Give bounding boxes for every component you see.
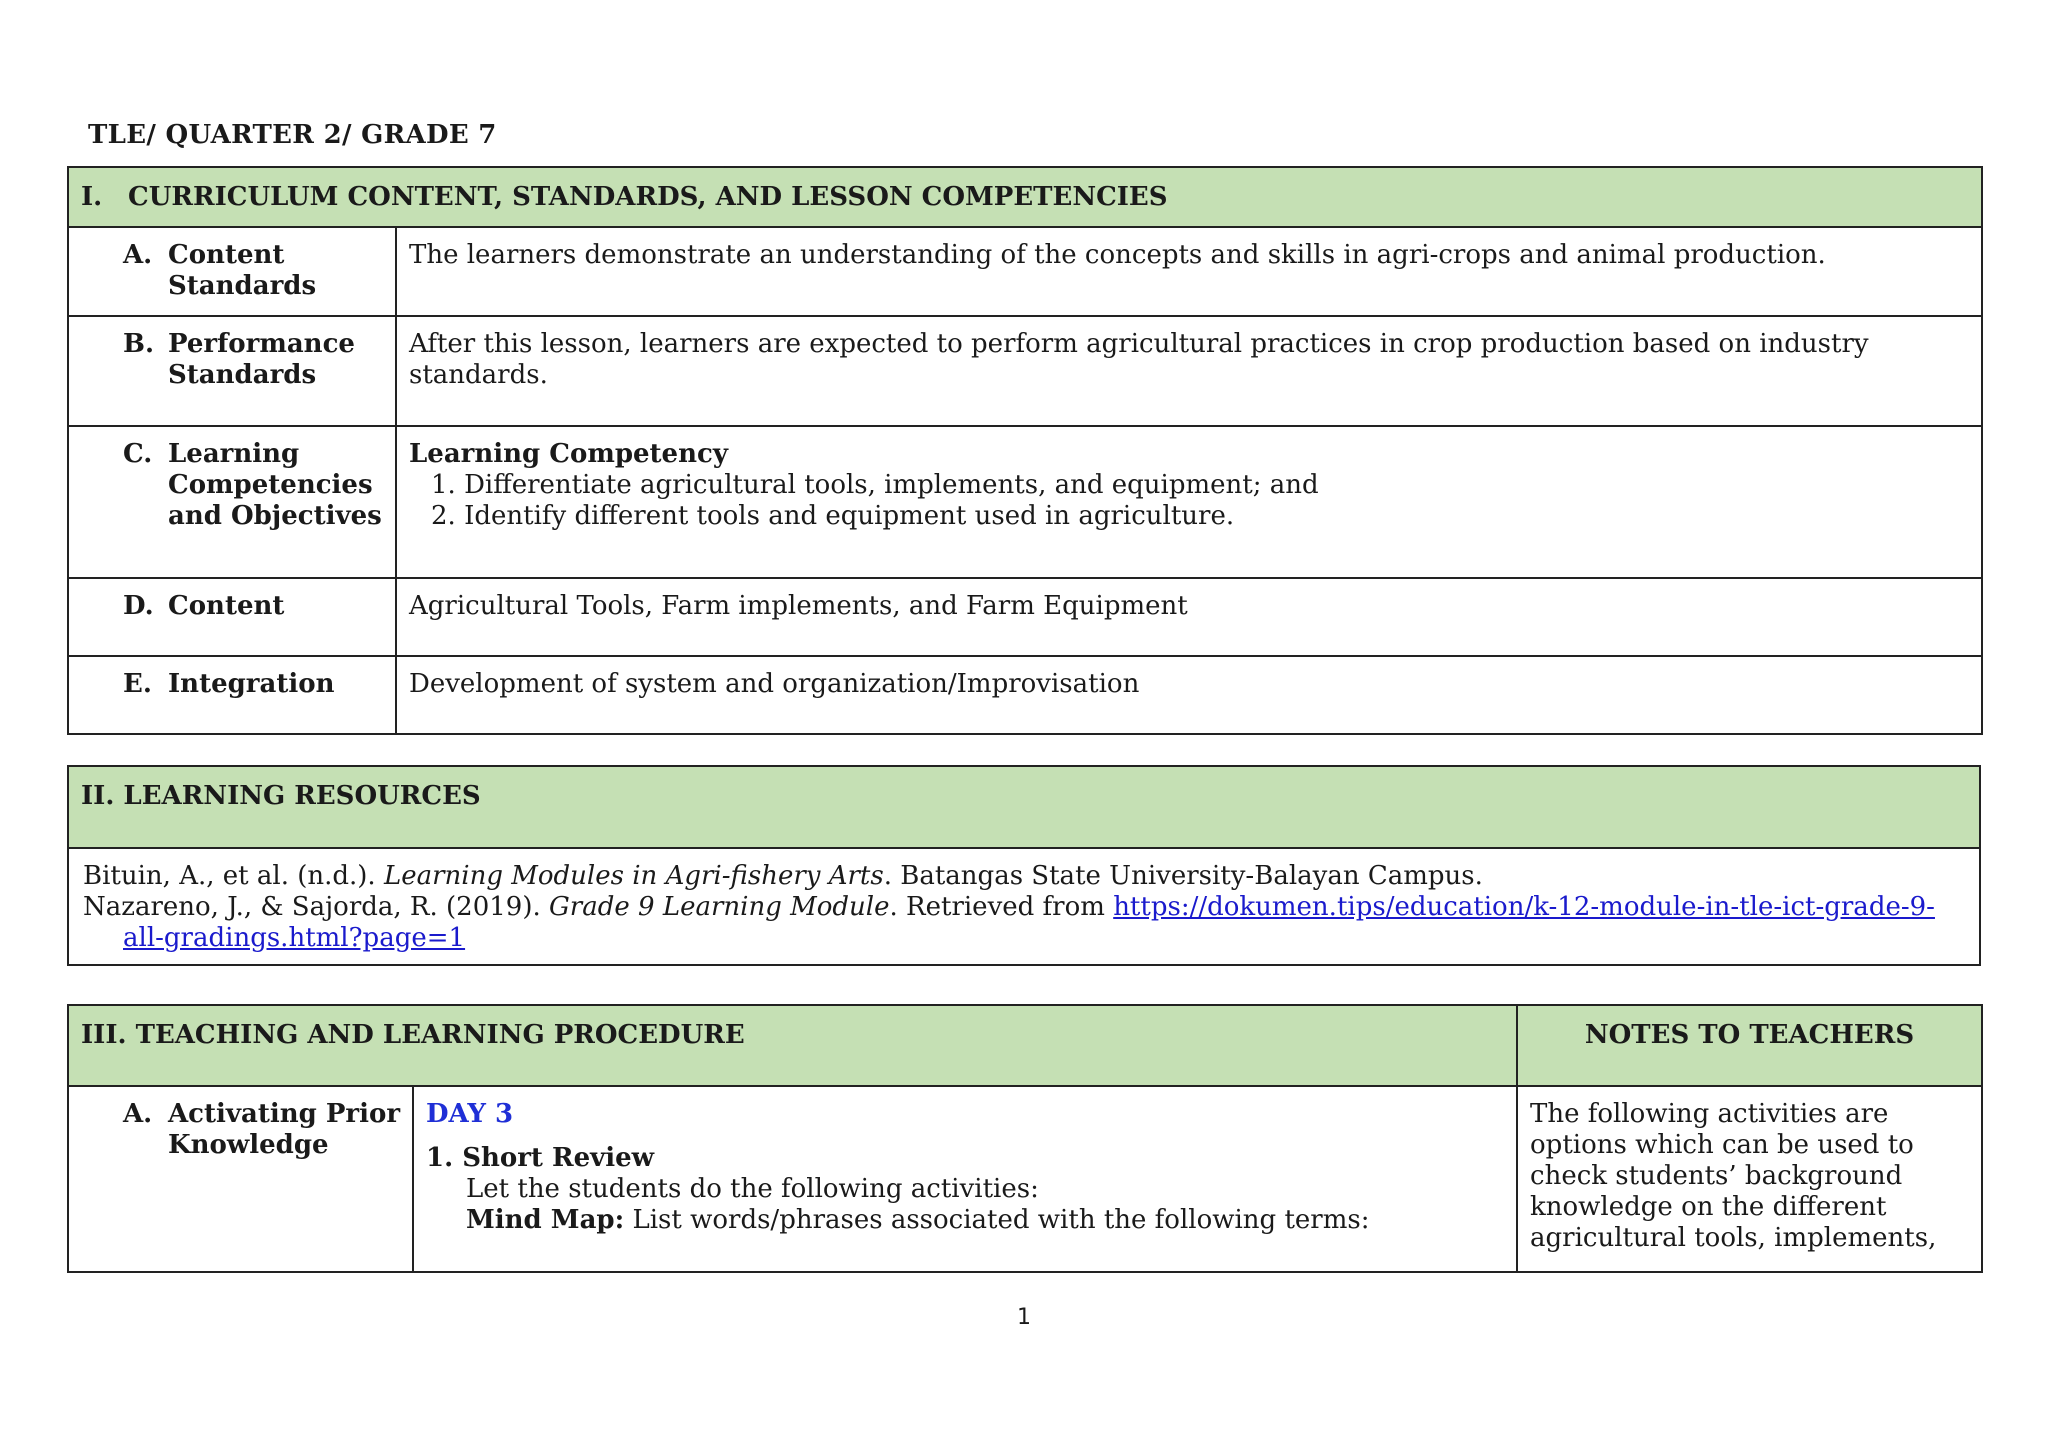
content-standards-value: The learners demonstrate an understanding of the concepts and skills in agri-crops and animal production. xyxy=(396,227,1982,316)
instruction-text: Let the students do the following activities: xyxy=(466,1174,1039,1204)
row-label: Content Standards xyxy=(168,240,317,301)
performance-standards-value: After this lesson, learners are expected to perform agricultural practices in crop production based on industry standards. xyxy=(396,316,1982,426)
row-letter: B. xyxy=(123,329,155,359)
integration-value: Development of system and organization/Improvisation xyxy=(396,656,1982,734)
row-label: Learning Competencies and Objectives xyxy=(168,439,382,531)
row-label: Integration xyxy=(168,669,335,699)
reference-2 xyxy=(83,892,1965,954)
ref-authors: Bituin, A., et al. (n.d.). xyxy=(83,861,384,891)
section-3-header: III. TEACHING AND LEARNING PROCEDURE xyxy=(68,1005,1517,1086)
learning-resources-table xyxy=(67,765,1981,966)
page-number: 1 xyxy=(1017,1305,1031,1330)
curriculum-table xyxy=(67,166,1983,735)
mind-map-text: List words/phrases associated with the following terms: xyxy=(624,1205,1370,1235)
content-standards-row xyxy=(68,227,1982,316)
content-row xyxy=(68,578,1982,656)
mind-map-line xyxy=(426,1205,1504,1236)
row-label: Performance Standards xyxy=(168,329,355,390)
competency-list xyxy=(431,470,1969,532)
ref-authors: Nazareno, J., & Sajorda, R. (2019). xyxy=(83,892,550,922)
ref-title: Learning Modules in Agri-fishery Arts xyxy=(383,861,884,891)
document-title: TLE/ QUARTER 2/ GRADE 7 xyxy=(88,120,497,150)
section-1-header xyxy=(68,167,1982,227)
integration-row xyxy=(68,656,1982,734)
activating-prior-knowledge-row xyxy=(68,1086,1982,1272)
content-value: Agricultural Tools, Farm implements, and Farm Equipment xyxy=(396,578,1982,656)
section-1-number: I. xyxy=(81,182,103,212)
performance-standards-row xyxy=(68,316,1982,426)
short-review-title: 1. Short Review xyxy=(426,1143,655,1173)
day-label: DAY 3 xyxy=(426,1099,514,1129)
row-letter: C. xyxy=(123,439,153,469)
learning-competencies-row xyxy=(68,426,1982,578)
reference-link[interactable]: https://dokumen.tips/education/k-12-module-in-tle-ict-grade-9-all-gradings.html?page=1 xyxy=(123,892,1935,953)
row-letter: D. xyxy=(123,591,154,621)
references xyxy=(68,848,1980,965)
competency-item: 2. Identify different tools and equipment used in agriculture. xyxy=(431,501,1235,531)
row-letter: A. xyxy=(123,240,153,270)
notes-to-teachers-header: NOTES TO TEACHERS xyxy=(1517,1005,1982,1086)
teacher-notes: The following activities are options which can be used to check students’ background knowledge on the different agricultural tools, implements, xyxy=(1517,1086,1982,1272)
row-letter: E. xyxy=(123,669,152,699)
competency-heading: Learning Competency xyxy=(409,439,728,469)
row-label: Content xyxy=(168,591,285,621)
ref-publisher: . Batangas State University-Balayan Campus. xyxy=(883,861,1483,891)
row-letter: A. xyxy=(123,1099,153,1129)
procedure-table xyxy=(67,1004,1983,1273)
mind-map-label: Mind Map: xyxy=(466,1205,625,1235)
competency-item: 1. Differentiate agricultural tools, implements, and equipment; and xyxy=(431,470,1319,500)
section-2-header: II. LEARNING RESOURCES xyxy=(68,766,1980,848)
ref-title: Grade 9 Learning Module xyxy=(549,892,890,922)
reference-1 xyxy=(83,861,1965,892)
ref-retrieved: . Retrieved from xyxy=(889,892,1114,922)
section-1-title: CURRICULUM CONTENT, STANDARDS, AND LESSON COMPETENCIES xyxy=(128,182,1168,212)
row-label: Activating Prior Knowledge xyxy=(168,1099,401,1160)
